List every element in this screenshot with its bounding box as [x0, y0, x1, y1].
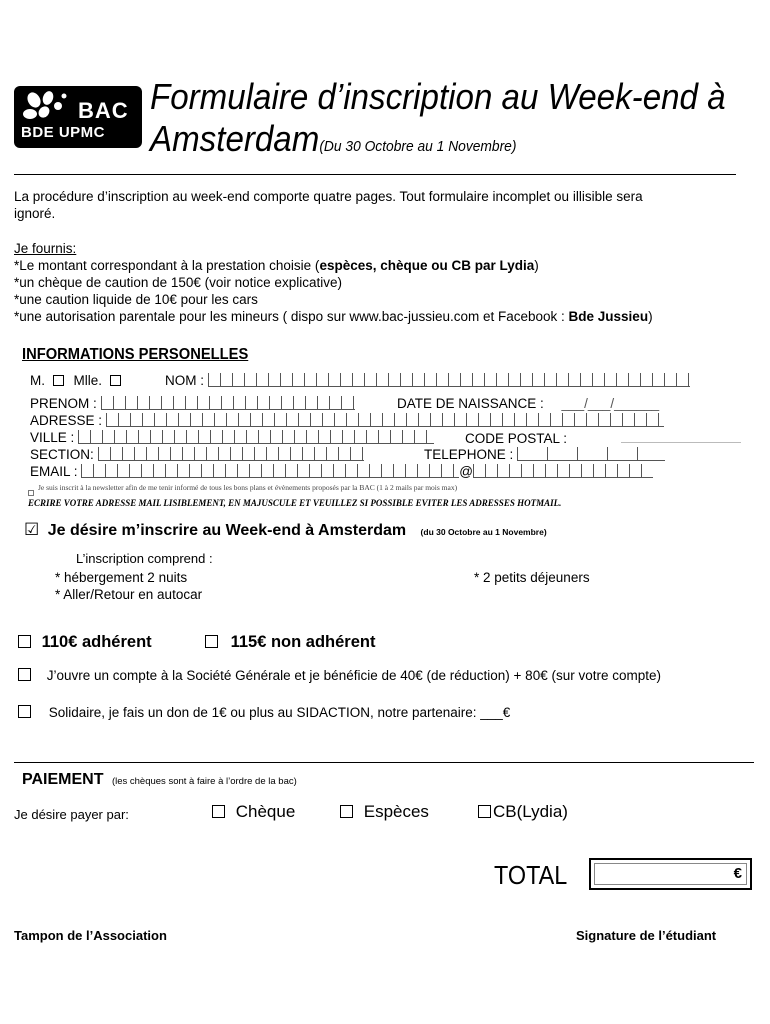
civility-row [30, 373, 121, 388]
paiement-especes-checkbox[interactable] [340, 805, 353, 818]
section-field[interactable] [98, 447, 364, 461]
paiement-cheque-option[interactable] [212, 802, 295, 822]
fournis-item-4-post: ) [648, 309, 653, 324]
inscription-label: Je désire m’inscrire au Week-end à Amsterdam [47, 522, 407, 539]
code-postal-row [465, 430, 741, 446]
telephone-row [424, 447, 665, 462]
fournis-item-4-pre: *une autorisation parentale pour les mineurs ( dispo sur www.bac-jussieu.com et Facebook : [14, 309, 569, 324]
option-sg-row [18, 667, 661, 684]
fournis-list [14, 240, 653, 325]
title-line2 [150, 118, 726, 168]
newsletter-row [28, 483, 457, 496]
paiement-label: Je désire payer par: [14, 807, 129, 822]
option-sidaction-checkbox[interactable] [18, 705, 31, 718]
adresse-field[interactable] [106, 413, 664, 427]
total-field-inner [594, 863, 747, 885]
tampon-label: Tampon de l’Association [14, 928, 167, 943]
telephone-field[interactable] [517, 447, 665, 461]
email-label: EMAIL : [30, 464, 78, 479]
intro-line1: La procédure d’inscription au week-end comporte quatre pages. Tout formulaire incomplet ou illisible sera [14, 189, 643, 204]
title-amsterdam: Amsterdam [150, 118, 320, 159]
newsletter-checkbox[interactable] [28, 490, 34, 496]
paiement-divider [14, 762, 754, 763]
ville-row [30, 430, 434, 445]
fournis-heading: Je fournis: [14, 241, 77, 256]
inscription-item-1: * hébergement 2 nuits [55, 570, 188, 585]
bac-logo [14, 86, 142, 148]
total-label: TOTAL [494, 860, 568, 890]
naissance-field[interactable]: ___/___/______ [561, 396, 660, 411]
email-field-user[interactable] [81, 464, 459, 478]
title-line1: Formulaire d’inscription au Week-end à [150, 76, 726, 117]
paiement-cb-label: CB(Lydia) [493, 802, 568, 821]
inscription-item-3: * Aller/Retour en autocar [55, 587, 203, 602]
ville-field[interactable] [78, 430, 434, 444]
newsletter-label: Je suis inscrit à la newsletter afin de me tenir informé de tous les bons plans et évènements proposés par la BAC (1 à 2 mails par mois max) [38, 483, 458, 492]
nom-row [165, 373, 690, 388]
section-label: SECTION: [30, 447, 94, 462]
paiement-cheque-label: Chèque [235, 802, 296, 821]
tarif-adherent-label: 110€ adhérent [41, 633, 152, 651]
fournis-item-4 [14, 308, 653, 325]
email-warning: ECRIRE VOTRE ADRESSE MAIL LISIBLEMENT, EN MAJUSCULE ET VEUILLEZ SI POSSIBLE EVITER LES ADRESSES HOTMAIL. [28, 498, 562, 508]
fournis-item-4-bold: Bde Jussieu [568, 309, 649, 324]
civility-m-label: M. [30, 373, 45, 388]
adresse-label: ADRESSE : [30, 413, 103, 428]
total-field[interactable] [589, 858, 752, 890]
inscription-checkbox[interactable]: ☑ [24, 520, 40, 539]
code-postal-label: CODE POSTAL : [465, 431, 568, 446]
option-sidaction-label: Solidaire, je fais un don de 1€ ou plus au SIDACTION, notre partenaire: ___€ [48, 705, 511, 720]
total-currency: € [733, 865, 742, 882]
signature-label: Signature de l’étudiant [576, 928, 717, 943]
prenom-label: PRENOM : [30, 396, 97, 411]
prenom-field[interactable] [101, 396, 355, 410]
fournis-item-1-post: ) [534, 258, 539, 273]
naissance-label: DATE DE NAISSANCE : [397, 396, 544, 411]
paiement-cb-option[interactable] [478, 802, 568, 822]
option-sidaction-row [18, 704, 510, 721]
info-heading: INFORMATIONS PERSONELLES [22, 346, 249, 363]
prenom-row [30, 396, 355, 411]
paiement-especes-option[interactable] [340, 802, 429, 822]
paiement-cheque-checkbox[interactable] [212, 805, 225, 818]
civility-m-checkbox[interactable] [53, 375, 64, 386]
intro-text [14, 188, 643, 222]
logo-text-bac: BAC [78, 98, 129, 123]
fournis-item-3: *une caution liquide de 10€ pour les cars [14, 292, 258, 307]
section-row [30, 447, 364, 462]
page-title [150, 76, 726, 168]
code-postal-field[interactable] [621, 430, 741, 443]
option-sg-checkbox[interactable] [18, 668, 31, 681]
fournis-item-1 [14, 257, 653, 274]
tarif-non-adherent-label: 115€ non adhérent [230, 633, 376, 651]
civility-mlle-checkbox[interactable] [110, 375, 121, 386]
tarif-non-adherent-row [205, 633, 375, 652]
ville-label: VILLE : [30, 430, 75, 445]
inscription-row [24, 520, 547, 540]
inscription-comprend: L’inscription comprend : [76, 551, 213, 566]
fournis-item-1-bold: espèces, chèque ou CB par Lydia [319, 258, 535, 273]
flower-logo-icon [20, 90, 76, 124]
nom-label: NOM : [165, 373, 204, 388]
title-divider [14, 174, 736, 175]
logo-text-sub: BDE UPMC [21, 124, 106, 141]
email-field-domain[interactable] [473, 464, 653, 478]
telephone-label: TELEPHONE : [424, 447, 514, 462]
naissance-row [397, 396, 659, 411]
paiement-heading: PAIEMENT [22, 771, 104, 788]
paiement-cb-checkbox[interactable] [478, 805, 491, 818]
inscription-dates: (du 30 Octobre au 1 Novembre) [420, 527, 547, 537]
paiement-heading-row [22, 771, 297, 789]
intro-line2: ignoré. [14, 206, 56, 221]
nom-field[interactable] [208, 373, 690, 387]
fournis-item-1-pre: *Le montant correspondant à la prestation choisie ( [14, 258, 320, 273]
adresse-row [30, 413, 664, 428]
email-row [30, 464, 653, 479]
tarif-adherent-row [18, 633, 152, 652]
option-sg-label: J’ouvre un compte à la Société Générale et je bénéficie de 40€ (de réduction) + 80€ (sur votre compte) [46, 668, 661, 683]
title-dates: (Du 30 Octobre au 1 Novembre) [319, 138, 517, 155]
inscription-item-2: * 2 petits déjeuners [474, 570, 590, 585]
paiement-note: (les chèques sont à faire à l’ordre de la bac) [111, 776, 297, 787]
tarif-adherent-checkbox[interactable] [18, 635, 31, 648]
paiement-especes-label: Espèces [363, 802, 429, 821]
email-at-sign: @ [459, 464, 473, 479]
civility-mlle-label: Mlle. [73, 373, 103, 388]
fournis-item-2: *un chèque de caution de 150€ (voir notice explicative) [14, 275, 342, 290]
tarif-non-adherent-checkbox[interactable] [205, 635, 218, 648]
